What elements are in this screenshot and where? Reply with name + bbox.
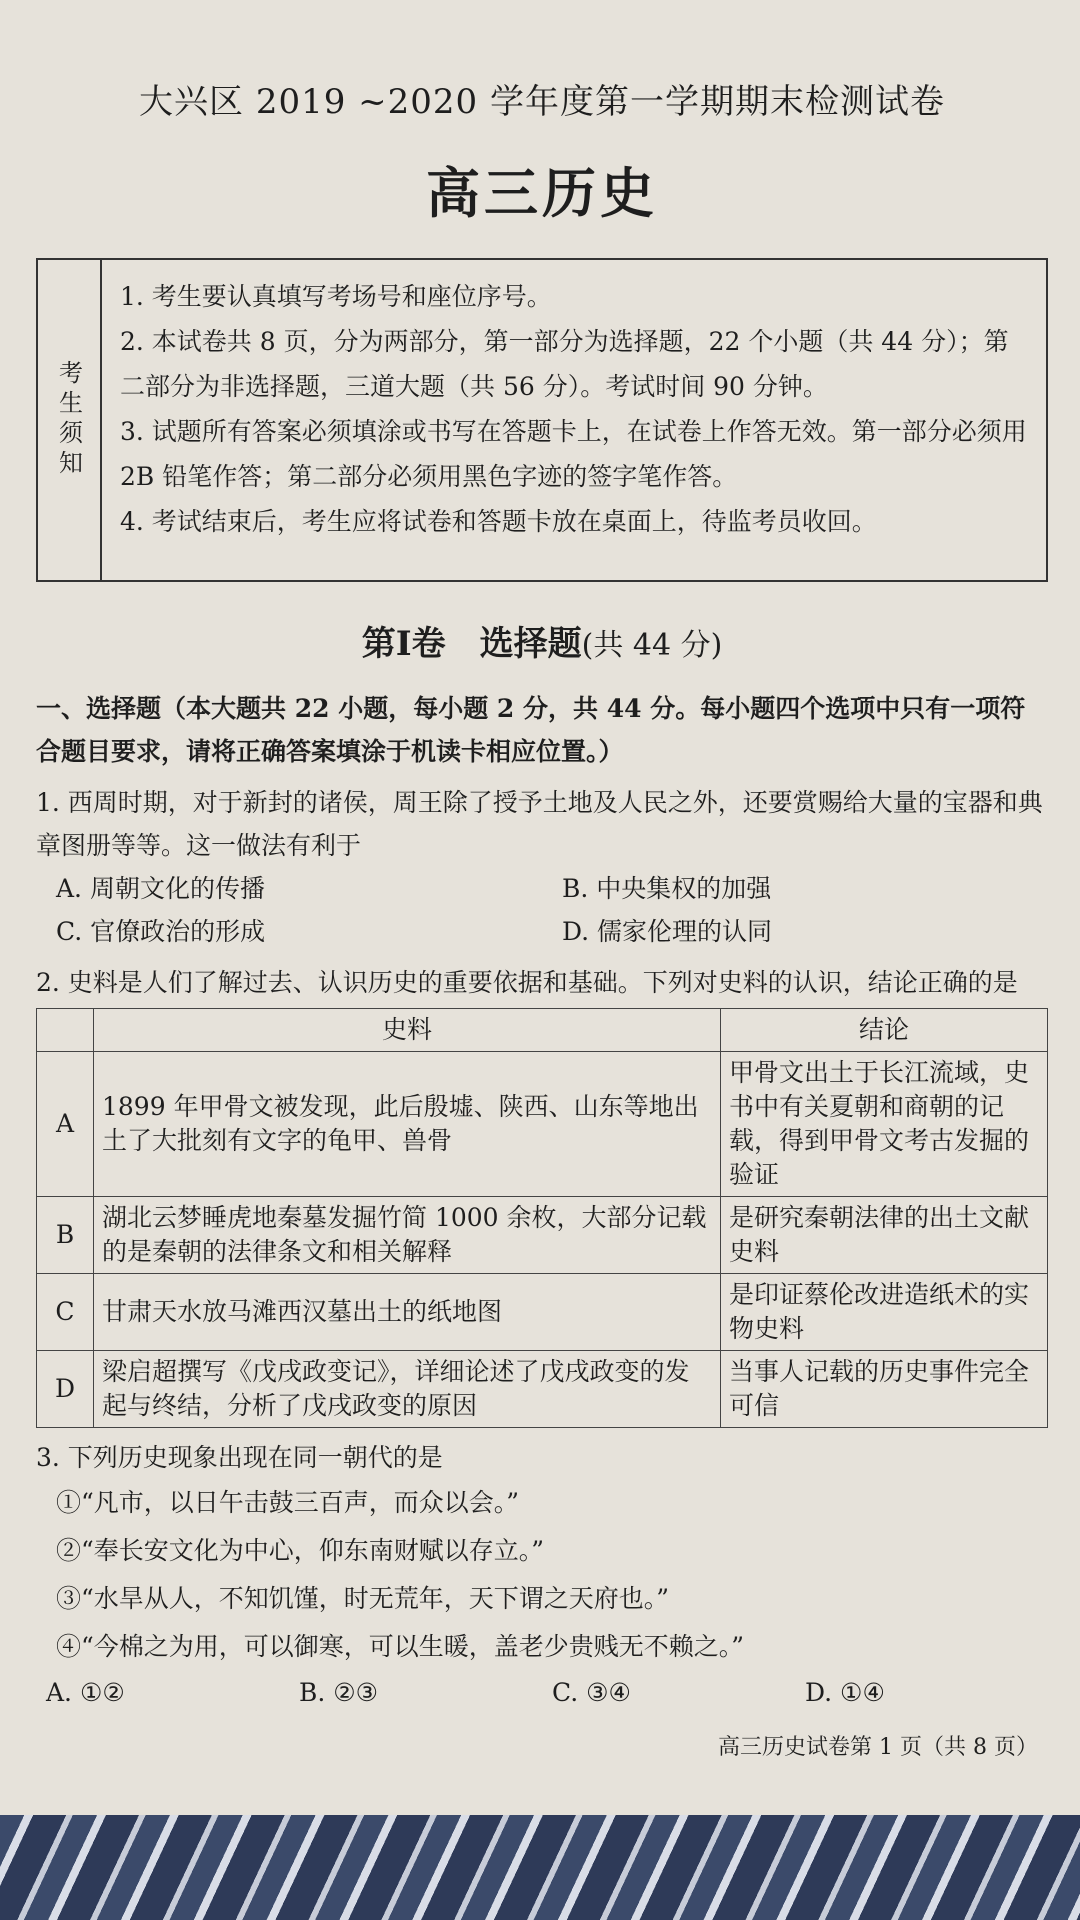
row-label: A: [37, 1052, 94, 1197]
row-source: 1899 年甲骨文被发现，此后殷墟、陕西、山东等地出土了大批刻有文字的龟甲、兽骨: [94, 1052, 721, 1197]
row-result: 当事人记载的历史事件完全可信: [721, 1351, 1048, 1428]
question-3-stem: 3. 下列历史现象出现在同一朝代的是: [36, 1443, 443, 1472]
row-source: 甘肃天水放马滩西汉墓出土的纸地图: [94, 1274, 721, 1351]
exam-title: 高三历史: [426, 161, 658, 225]
notice-item: 1. 考生要认真填写考场号和座位序号。: [120, 282, 552, 311]
q1-option-d: D. 儒家伦理的认同: [562, 917, 773, 946]
row-result: 是印证蔡伦改进造纸术的实物史料: [721, 1274, 1048, 1351]
section-title-text: 第Ⅰ卷 选择题: [361, 624, 582, 664]
table-header-result: 结论: [721, 1009, 1048, 1052]
table-row: [37, 1197, 1048, 1274]
q1-option-c: C. 官僚政治的形成: [56, 917, 266, 946]
table-row: [37, 1351, 1048, 1428]
row-label: D: [37, 1351, 94, 1428]
q3-quote: ④“今棉之为用，可以御寒，可以生暖，盖老少贵贱无不赖之。”: [56, 1632, 745, 1661]
notice-item: 4. 考试结束后，考生应将试卷和答题卡放在桌面上，待监考员收回。: [120, 507, 877, 536]
q1-option-a: A. 周朝文化的传播: [56, 874, 265, 903]
q3-option-b: B. ②③: [299, 1678, 379, 1707]
row-result: 甲骨文出土于长江流域，史书中有关夏朝和商朝的记载，得到甲骨文考古发掘的验证: [721, 1052, 1048, 1197]
question-1-stem: 1. 西周时期，对于新封的诸侯，周王除了授予土地及人民之外，还要赏赐给大量的宝器和典章图册等等。这一做法有利于: [36, 788, 1043, 860]
row-result: 是研究秦朝法律的出土文献史料: [721, 1197, 1048, 1274]
q3-option-c: C. ③④: [552, 1678, 631, 1707]
table-header-row: [37, 1009, 1048, 1052]
section-points: (共 44 分): [581, 628, 723, 663]
notice-item: 2. 本试卷共 8 页，分为两部分，第一部分为选择题，22 个小题（共 44 分）；第二部分为非选择题，三道大题（共 56 分）。考试时间 90 分钟。: [120, 327, 1009, 401]
notice-item: 3. 试题所有答案必须填涂或书写在答题卡上，在试卷上作答无效。第一部分必须用 2B 铅笔作答；第二部分必须用黑色字迹的签字笔作答。: [120, 417, 1027, 491]
exam-header: 大兴区 2019 ~2020 学年度第一学期期末检测试卷: [139, 82, 945, 122]
question-2-stem: 2. 史料是人们了解过去、认识历史的重要依据和基础。下列对史料的认识，结论正确的是: [36, 968, 1018, 997]
q3-quote: ①“凡市，以日午击鼓三百声，而众以会。”: [56, 1488, 520, 1517]
page-footer: 高三历史试卷第 1 页（共 8 页）: [718, 1735, 1038, 1760]
q3-quote: ②“奉长安文化为中心，仰东南财赋以存立。”: [56, 1536, 545, 1565]
row-source: 梁启超撰写《戊戌政变记》，详细论述了戊戌政变的发起与终结，分析了戊戌政变的原因: [94, 1351, 721, 1428]
q1-option-b: B. 中央集权的加强: [562, 874, 772, 903]
row-source: 湖北云梦睡虎地秦墓发掘竹简 1000 余枚，大部分记载的是秦朝的法律条文和相关解释: [94, 1197, 721, 1274]
row-label: B: [37, 1197, 94, 1274]
table-header-source: 史料: [94, 1009, 721, 1052]
q3-option-a: A. ①②: [46, 1678, 125, 1707]
background-cloth: [0, 1815, 1080, 1920]
table-row: [37, 1274, 1048, 1351]
table-header-label: [37, 1009, 94, 1052]
section-instruction: 一、选择题（本大题共 22 小题，每小题 2 分，共 44 分。每小题四个选项中只有一项符合题目要求，请将正确答案填涂于机读卡相应位置。）: [36, 694, 1026, 766]
q3-option-d: D. ①④: [805, 1678, 885, 1707]
source-table: [36, 1008, 1048, 1428]
row-label: C: [37, 1274, 94, 1351]
notice-body: [102, 260, 1046, 580]
section-title: [36, 616, 1048, 665]
q3-quote: ③“水旱从人，不知饥馑，时无荒年，天下谓之天府也。”: [56, 1584, 670, 1613]
candidate-notice-box: [36, 258, 1048, 582]
table-row: [37, 1052, 1048, 1197]
question-3-options: [36, 1671, 1048, 1714]
notice-side-label: 考生须知: [38, 260, 102, 580]
question-1-options: [36, 867, 1048, 953]
